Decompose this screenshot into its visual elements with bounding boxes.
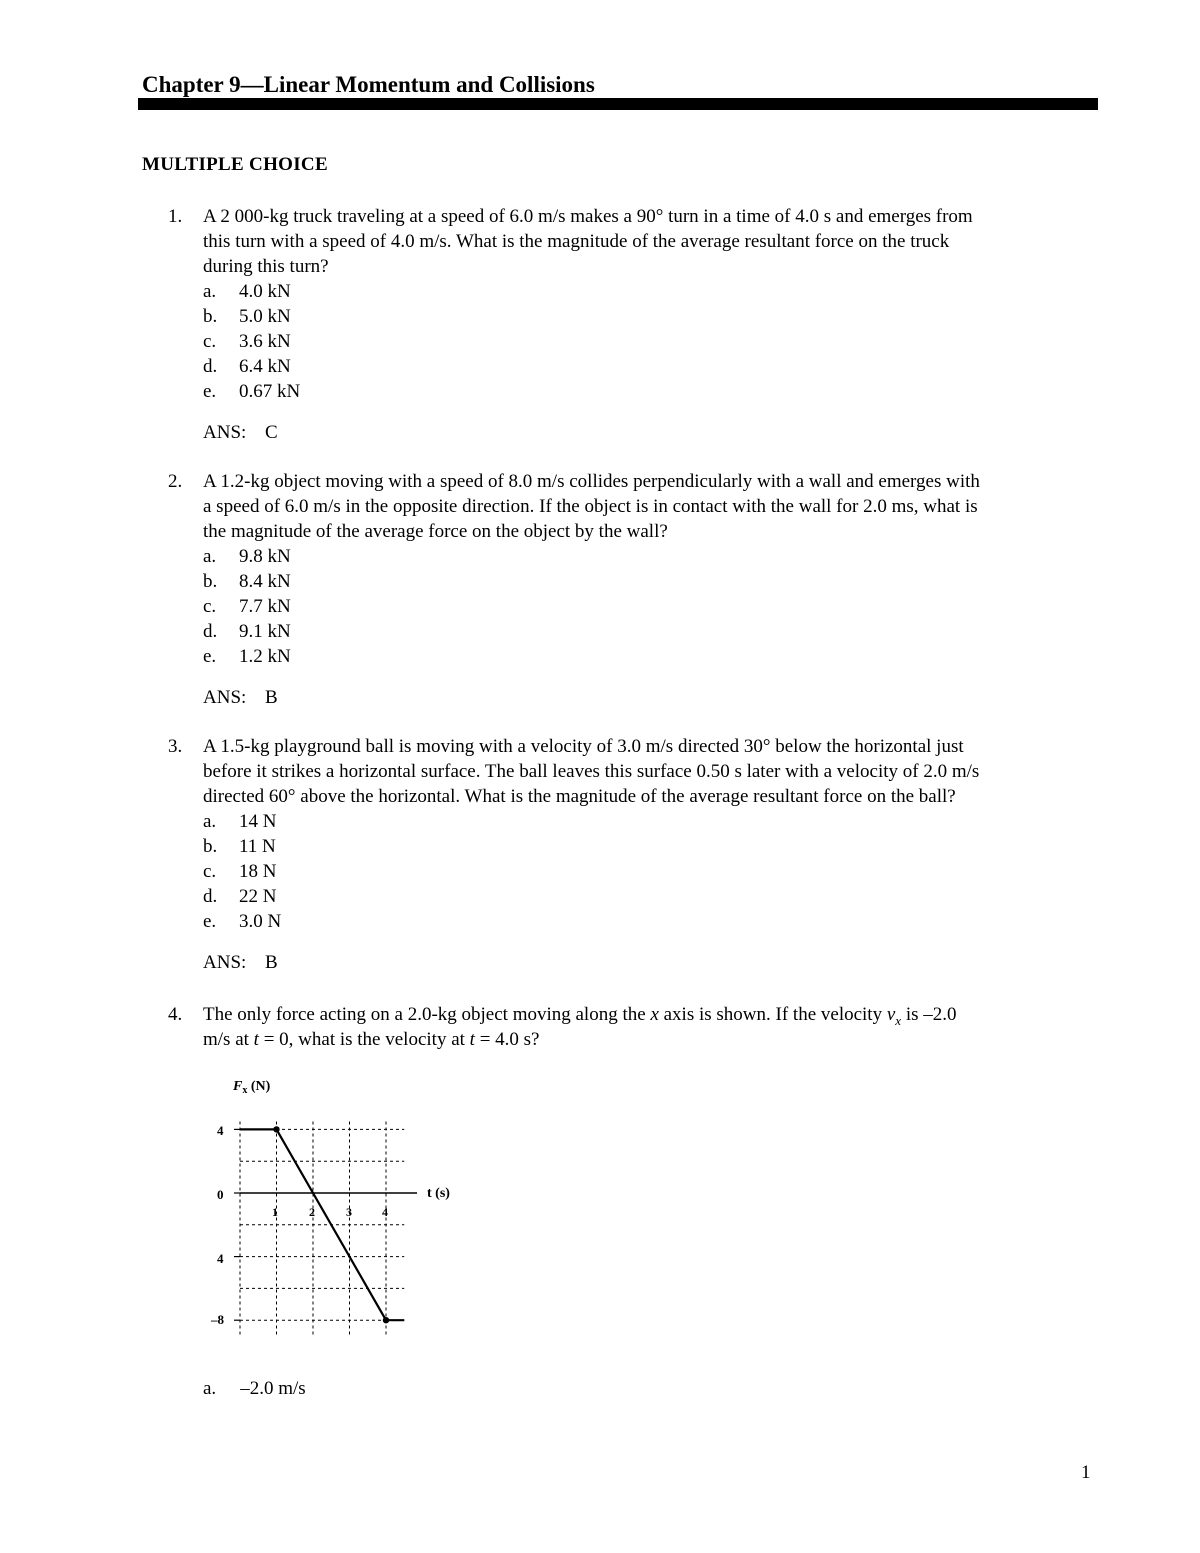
choice-text: 18 N [239,861,277,882]
page-number: 1 [1081,1462,1091,1483]
question-number: 2. [168,471,183,492]
x-tick-label: 3 [346,1205,352,1219]
question-text-line: A 1.2-kg object moving with a speed of 8.0 m/s collides perpendicularly with a wall and emerges with [203,471,980,492]
choice-text: 6.4 kN [239,356,291,377]
question-number: 4. [168,1004,183,1025]
choice-a [203,809,1103,834]
choice-d [203,884,1103,909]
choice-letter: e. [203,381,217,402]
choice-d [203,354,1103,379]
y-axis-label: $F_x$ (N) [233,1079,271,1096]
choice-e [203,909,1103,934]
question-text-line: during this turn? [203,256,329,277]
y-tick-label: 0 [217,1187,224,1202]
choice-d [203,619,1103,644]
choice-a [203,1378,306,1400]
choice-text: 4.0 kN [239,281,291,302]
choice-letter: e. [203,646,217,667]
choice-letter: a. [203,811,217,832]
choice-b [203,834,1103,859]
question-text-line: A 2 000-kg truck traveling at a speed of 6.0 m/s makes a 90° turn in a time of 4.0 s and emerges from [203,206,973,227]
choice-text: 8.4 kN [239,571,291,592]
x-tick-labels [272,1205,388,1219]
question-text-line: the magnitude of the average force on the object by the wall? [203,521,668,542]
question-text-line: m/s at t = 0, what is the velocity at t = 4.0 s? [203,1029,540,1050]
choice-text: 22 N [239,886,277,907]
question-body [203,1002,1103,1052]
question-text-line: The only force acting on a 2.0-kg object moving along the x axis is shown. If the velocity $v_x$ is –2.0 [203,1004,957,1028]
data-point [383,1317,389,1323]
choice-text: 3.0 N [239,911,282,932]
chapter-title: Chapter 9—Linear Momentum and Collisions [142,72,595,97]
answer-line [203,685,1103,710]
choice-letter: b. [203,836,218,857]
question-body [203,734,1103,975]
choice-letter: c. [203,596,217,617]
y-tick-labels [210,1123,225,1327]
data-point [273,1126,279,1132]
choice-c [203,329,1103,354]
choice-letter: a. [203,281,217,302]
question-text-line: A 1.5-kg playground ball is moving with a velocity of 3.0 m/s directed 30° below the horizontal just [203,736,964,757]
choice-text: 0.67 kN [239,381,301,402]
choice-letter: e. [203,911,217,932]
choice-letter: b. [203,306,218,327]
x-tick-label: 2 [309,1205,315,1219]
choice-text: 14 N [239,811,277,832]
answer-value: B [265,687,278,708]
answer-value: C [265,422,278,443]
choice-letter: d. [203,621,218,642]
choice-e [203,379,1103,404]
choice-letter: c. [203,861,217,882]
choice-b [203,569,1103,594]
answer-label: ANS: [203,952,247,973]
choice-a [203,279,1103,304]
choice-text: 9.1 kN [239,621,291,642]
answer-value: B [265,952,278,973]
choice-text: 11 N [239,836,276,857]
force-time-graph [205,1072,475,1352]
title-rule [138,98,1098,110]
question-text-line: before it strikes a horizontal surface. The ball leaves this surface 0.50 s later with a velocity of 2.0 m/s [203,761,980,782]
choice-text: 1.2 kN [239,646,291,667]
choice-e [203,644,1103,669]
choice-letter: c. [203,331,217,352]
choice-a [203,544,1103,569]
choice-letter: d. [203,356,218,377]
choice-letter: a. [203,1378,217,1399]
answer-label: ANS: [203,422,247,443]
y-tick-label: –8 [211,1312,224,1327]
choice-letter: a. [203,546,217,567]
x-tick-label: 4 [382,1205,388,1219]
choice-text: 9.8 kN [239,546,291,567]
choice-c [203,594,1103,619]
choice-text: –2.0 m/s [240,1378,306,1399]
x-axis-label: t (s) [427,1186,450,1201]
y-tick-label: 4 [217,1123,224,1138]
x-tick-label: 1 [272,1205,278,1219]
question-number: 1. [168,206,183,227]
section-heading: MULTIPLE CHOICE [142,154,328,175]
choice-text: 7.7 kN [239,596,291,617]
question-body [203,204,1103,445]
choice-text: 5.0 kN [239,306,291,327]
question-body [203,469,1103,710]
choice-b [203,304,1103,329]
answer-label: ANS: [203,687,247,708]
graph-grid [234,1121,404,1336]
choice-letter: d. [203,886,218,907]
y-tick-label: 4 [217,1251,224,1266]
question-text-line: a speed of 6.0 m/s in the opposite direction. If the object is in contact with the wall for 2.0 ms, what is [203,496,978,517]
choice-text: 3.6 kN [239,331,291,352]
question-text-line: this turn with a speed of 4.0 m/s. What is the magnitude of the average resultant force on the truck [203,231,950,252]
choice-letter: b. [203,571,218,592]
question-number: 3. [168,736,183,757]
choice-c [203,859,1103,884]
question-text-line: directed 60° above the horizontal. What is the magnitude of the average resultant force on the ball? [203,786,956,807]
answer-line [203,420,1103,445]
answer-line [203,950,1103,975]
